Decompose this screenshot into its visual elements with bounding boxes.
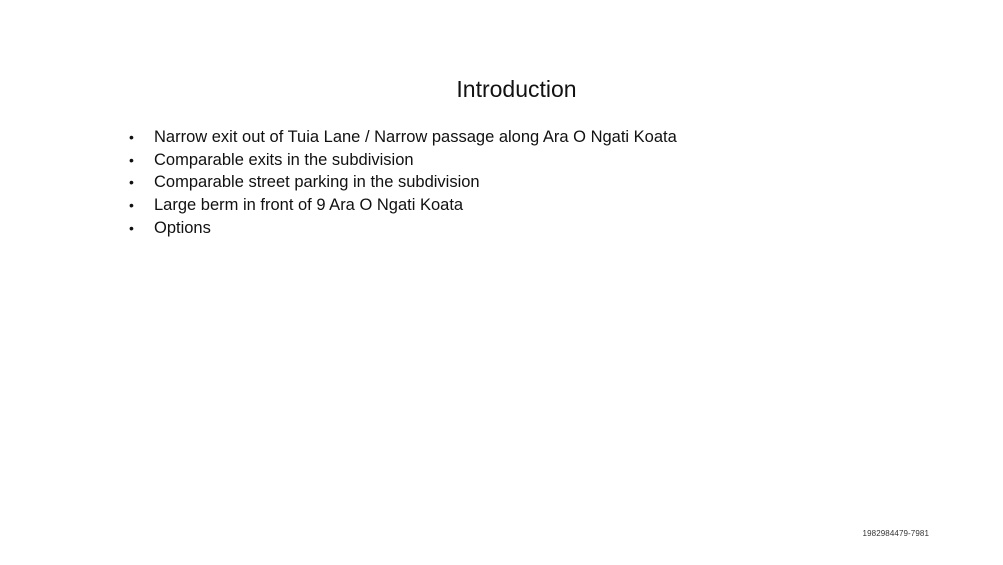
bullet-item <box>127 149 677 172</box>
bullet-icon: • <box>129 174 134 191</box>
footer-id: 1982984479-7981 <box>862 529 929 538</box>
bullet-item <box>127 194 677 217</box>
bullet-icon: • <box>129 197 134 214</box>
bullet-text: Comparable exits in the subdivision <box>154 150 414 169</box>
bullet-item <box>127 171 677 194</box>
slide-title: Introduction <box>456 76 577 102</box>
bullet-text: Comparable street parking in the subdivision <box>154 173 480 192</box>
bullet-icon: • <box>129 219 134 236</box>
bullet-icon: • <box>129 151 134 168</box>
bullet-item <box>127 217 677 240</box>
bullet-text: Large berm in front of 9 Ara O Ngati Koata <box>154 196 464 215</box>
bullet-text: Narrow exit out of Tuia Lane / Narrow passage along Ara O Ngati Koata <box>154 128 677 146</box>
bullet-icon: • <box>129 129 134 145</box>
bullet-text: Options <box>154 218 211 237</box>
bullet-item <box>127 126 677 149</box>
bullet-list <box>127 126 677 240</box>
